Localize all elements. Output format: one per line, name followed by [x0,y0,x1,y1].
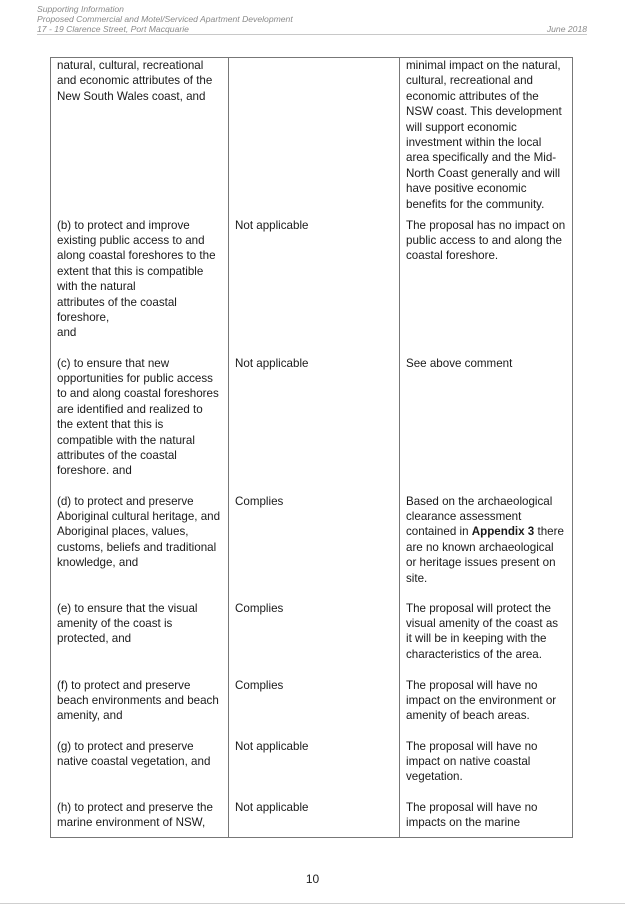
header-title: Supporting Information [37,4,124,14]
header-divider [37,34,587,35]
header-project: Proposed Commercial and Motel/Serviced Apartment Development [37,14,293,25]
comment-text-part: there are no known archaeological or heritage issues present on site. [406,525,564,585]
appendix-reference: Appendix 3 [471,525,535,539]
comment-cell [400,601,573,678]
table-row [51,494,573,601]
objective-text: (e) to ensure that the visual amenity of the coast is protected, and [57,601,198,646]
footer-divider [0,903,625,904]
status-cell [229,218,400,356]
objective-cell [51,356,229,494]
status-text: Complies [235,494,284,508]
status-text: Not applicable [235,800,309,814]
status-text: Not applicable [235,739,309,753]
table-row [51,800,573,838]
header-date: June 2018 [546,24,587,35]
status-cell [229,800,400,838]
status-text: Complies [235,601,284,615]
comment-text: The proposal will have no impacts on the marine [406,800,538,829]
table-row [51,601,573,678]
table-row [51,678,573,739]
objective-text: (b) to protect and improve existing public access to and along coastal foreshores to the extent that this is compatible with the natural attributes of the coastal foreshore, and [57,218,216,340]
comment-text: minimal impact on the natural, cultural, recreational and economic attributes of the NSW coast. This development will support economic investment within the local area specifically and the Mid- North Coast generally and will have positive economic benefits for the community. [406,59,562,211]
objective-text: natural, cultural, recreational and economic attributes of the New South Wales coast, and [57,59,213,103]
status-cell [229,58,400,218]
objective-cell [51,494,229,601]
table-row [51,739,573,800]
objective-text: (d) to protect and preserve Aboriginal cultural heritage, and Aboriginal places, values, customs, beliefs and traditional knowledge, and [57,494,221,570]
comment-text: The proposal will have no impact on the environment or amenity of beach areas. [406,678,557,723]
objective-cell [51,601,229,678]
table-row [51,356,573,494]
objective-cell [51,678,229,739]
comment-cell [400,494,573,601]
comment-cell [400,218,573,356]
comment-cell [400,58,573,218]
status-text: Not applicable [235,218,309,232]
compliance-table [50,57,573,838]
objective-text: (h) to protect and preserve the marine environment of NSW, [57,800,213,829]
objective-cell [51,800,229,838]
status-text: Complies [235,678,284,692]
comment-cell [400,739,573,800]
comment-text: The proposal will protect the visual amenity of the coast as it will be in keeping with the characteristics of the area. [406,601,559,661]
status-cell [229,678,400,739]
comment-text: See above comment [406,356,513,370]
objective-cell [51,218,229,356]
status-cell [229,356,400,494]
comment-cell [400,800,573,838]
objective-cell [51,58,229,218]
objective-text: (g) to protect and preserve native coastal vegetation, and [57,739,211,768]
comment-text: The proposal will have no impact on native coastal vegetation. [406,739,538,784]
header-address: 17 - 19 Clarence Street, Port Macquarie [37,24,189,35]
table-row [51,58,573,218]
page-header [37,4,587,35]
comment-text [406,494,566,586]
status-cell [229,739,400,800]
comment-text-part: Based on the archaeological clearance assessment contained in [406,494,553,539]
page-number: 10 [305,872,320,886]
status-cell [229,494,400,601]
table-row [51,218,573,356]
objective-cell [51,739,229,800]
comment-cell [400,356,573,494]
status-cell [229,601,400,678]
status-text: Not applicable [235,356,309,370]
objective-text: (f) to protect and preserve beach environments and beach amenity, and [57,678,219,723]
objective-text: (c) to ensure that new opportunities for public access to and along coastal foreshores are identified and realized to the extent that this is compatible with the natural attributes of the coastal foreshore. and [57,356,219,478]
comment-cell [400,678,573,739]
comment-text: The proposal has no impact on public access to and along the coastal foreshore. [406,218,566,263]
